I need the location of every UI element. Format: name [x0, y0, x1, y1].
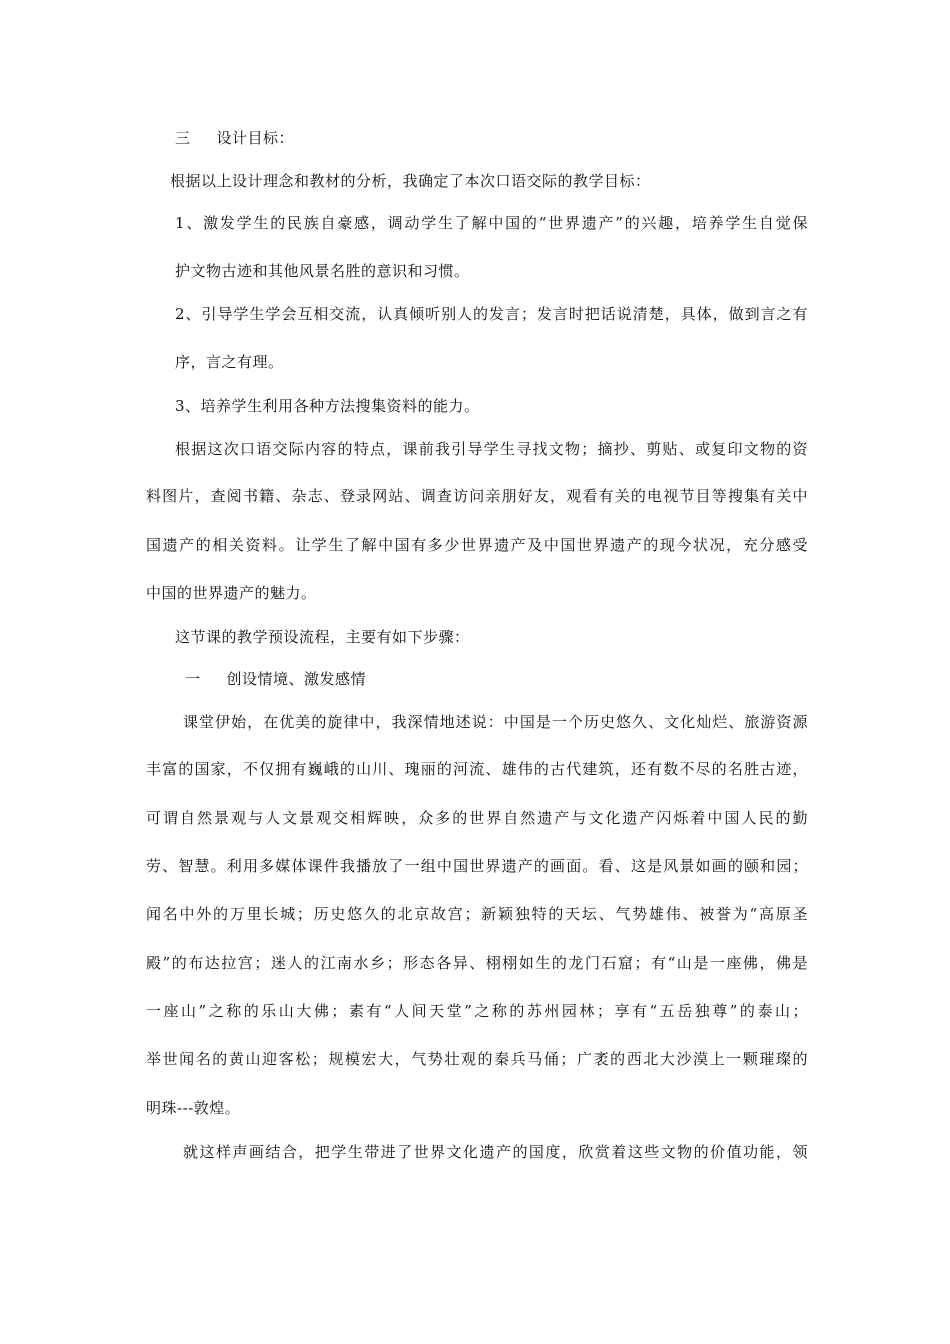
paragraph-1-line-5: 闻名中外的万里长城；历史悠久的北京故宫；新颖独特的天坛、气势雄伟、被誉为“高原圣 [146, 905, 808, 923]
paragraph-2-line-1: 就这样声画结合，把学生带进了世界文化遗产的国度，欣赏着这些文物的价值功能，领 [183, 1143, 808, 1161]
goal-1-line-1: 1、激发学生的民族自豪感，调动学生了解中国的“世界遗产”的兴趣，培养学生自觉保 [175, 214, 808, 232]
paragraph-1-line-1: 课堂伊始，在优美的旋律中，我深情地述说：中国是一个历史悠久、文化灿烂、旅游资源 [183, 713, 808, 731]
section-heading-3 [175, 128, 294, 148]
goal-2-line-2: 序，言之有理。 [175, 353, 284, 371]
section-number: 三 [175, 129, 191, 147]
paragraph-1-line-7: 一座山”之称的乐山大佛；素有“人间天堂”之称的苏州园林；享有“五岳独尊”的泰山； [146, 1002, 808, 1020]
flow-intro: 这节课的教学预设流程，主要有如下步骤： [175, 628, 470, 646]
step-1-heading [185, 669, 366, 689]
paragraph-1-line-2: 丰富的国家，不仅拥有巍峨的山川、瑰丽的河流、雄伟的古代建筑，还有数不尽的名胜古迹， [146, 760, 808, 778]
intro-paragraph: 根据以上设计理念和教材的分析，我确定了本次口语交际的教学目标： [170, 172, 651, 190]
prep-line-1: 根据这次口语交际内容的特点，课前我引导学生寻找文物；摘抄、剪贴、或复印文物的资 [175, 440, 808, 458]
prep-line-3: 国遗产的相关资料。让学生了解中国有多少世界遗产及中国世界遗产的现今状况，充分感受 [146, 536, 808, 554]
goal-2-line-1: 2、引导学生学会互相交流，认真倾听别人的发言；发言时把话说清楚，具体，做到言之有 [175, 305, 808, 323]
paragraph-1-line-6: 殿”的布达拉宫；迷人的江南水乡；形态各异、栩栩如生的龙门石窟；有“山是一座佛，佛是 [146, 954, 808, 972]
prep-line-4: 中国的世界遗产的魅力。 [146, 584, 317, 602]
paragraph-1-line-9: 明珠---敦煌。 [146, 1099, 241, 1117]
paragraph-1-line-4: 劳、智慧。利用多媒体课件我播放了一组中国世界遗产的画面。看、这是风景如画的颐和园； [146, 857, 808, 875]
step-title: 创设情境、激发感情 [226, 670, 367, 688]
paragraph-1-line-3: 可谓自然景观与人文景观交相辉映，众多的世界自然遗产与文化遗产闪烁着中国人民的勤 [146, 809, 808, 827]
section-title: 设计目标： [216, 129, 295, 147]
prep-line-2: 料图片，查阅书籍、杂志、登录网站、调查访问亲朋好友，观看有关的电视节目等搜集有关中 [146, 487, 808, 505]
step-number: 一 [185, 670, 201, 688]
goal-3: 3、培养学生利用各种方法搜集资料的能力。 [175, 397, 480, 415]
goal-1-line-2: 护文物古迹和其他风景名胜的意识和习惯。 [175, 262, 470, 280]
paragraph-1-line-8: 举世闻名的黄山迎客松；规模宏大，气势壮观的秦兵马俑；广袤的西北大沙漠上一颗璀璨的 [146, 1050, 808, 1068]
